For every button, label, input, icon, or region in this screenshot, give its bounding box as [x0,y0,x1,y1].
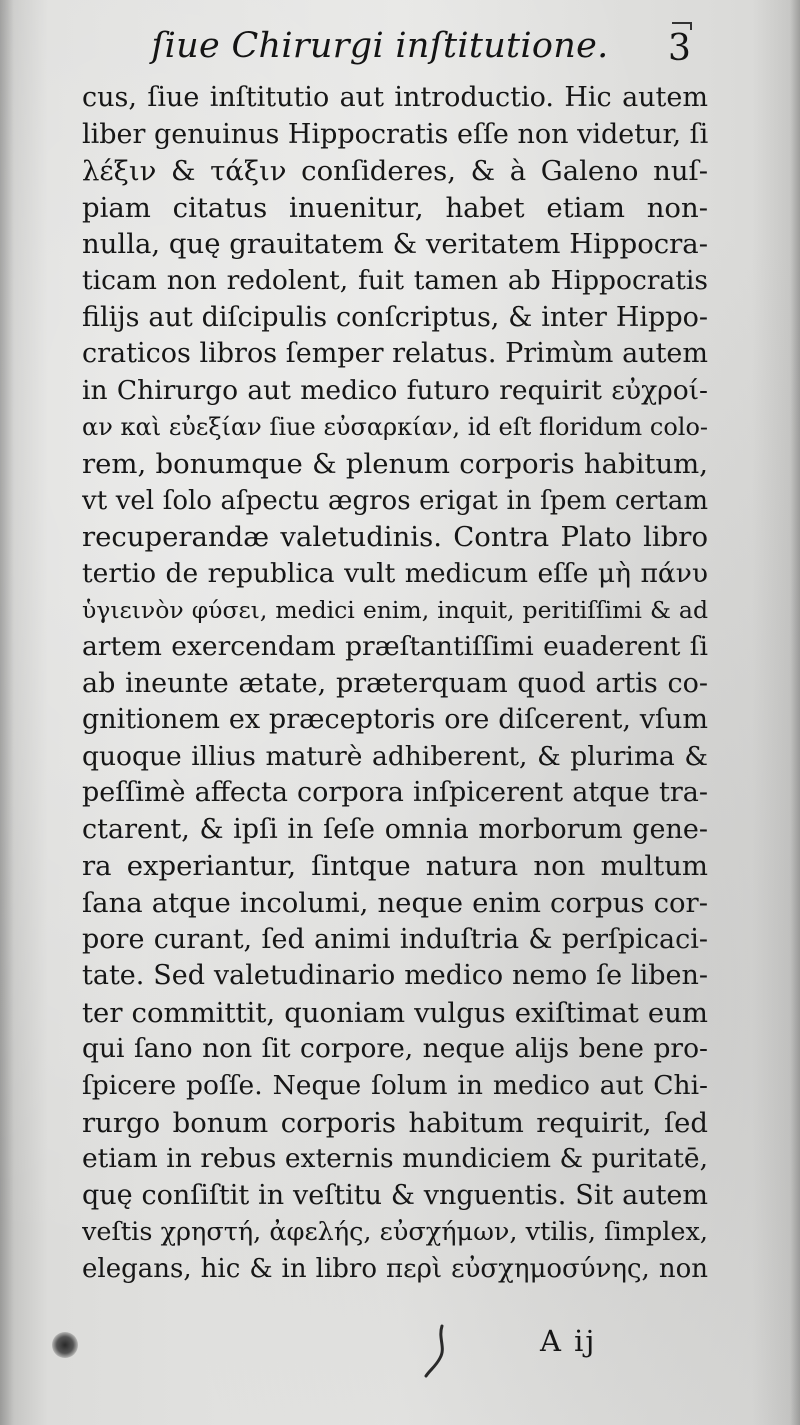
text-line: quoque illius maturè adhiberent, & plurima & [82,740,708,772]
text-line: gnitionem ex præceptoris ore diſcerent, vſum [82,704,708,736]
text-line: qui ſano non ſit corpore, neque alijs bene pro- [82,1033,708,1065]
text-line: vt vel ſolo aſpectu ægros erigat in ſpem certam [82,485,708,516]
text-line: rurgo bonum corporis habitum requirit, ſed [82,1106,708,1139]
text-line: ra experiantur, ſintque natura non multum [82,850,708,883]
text-line: ſpicere poſſe. Neque ſolum in medico aut Chi- [82,1070,708,1102]
text-line: ab ineunte ætate, præterquam quod artis co- [82,667,708,699]
text-line: liber genuinus Hippocratis eſſe non videtur, ſi [82,118,708,150]
text-line: filijs aut diſcipulis conſcriptus, & inter Hippo- [82,301,708,333]
text-line: tate. Sed valetudinario medico nemo ſe liben- [82,960,708,992]
text-line: elegans, hic & in libro περὶ εὐσχημοσύνης, non [82,1254,708,1284]
ink-stroke-mark [420,1322,460,1382]
text-line: etiam in rebus externis mundiciem & puritatē, [82,1143,708,1175]
page-edge-shadow [0,0,14,1425]
text-line: ticam non redolent, fuit tamen ab Hippocratis [82,264,708,296]
text-line: cus, ſiue inſtitutio aut introductio. Hic autem [82,82,708,113]
text-line: ſana atque incolumi, neque enim corpus cor- [82,887,708,920]
text-line: quę conſiſtit in veſtitu & vnguentis. Sit autem [82,1179,708,1211]
ink-blot [52,1332,78,1358]
page-edge-shadow [790,0,800,1425]
text-line: tertio de republica vult medicum eſſe μὴ πάνυ [82,557,708,589]
text-line: veſtis χρηστή, ἀφελής, εὐσχήμων, vtilis, ſimplex, [82,1217,708,1248]
text-line: λέξιν & τάξιν conſideres, & à Galeno nuſ- [82,155,708,188]
text-line: artem exercendam præſtantiſſimi euaderent ſi [82,630,708,662]
text-line: nulla, quę grauitatem & veritatem Hippocra- [82,228,708,261]
text-line: ὑγιεινὸν φύσει, medici enim, inquit, peritiſſimi & ad [82,596,708,625]
signature-mark: A ij [540,1324,597,1358]
text-line: ctarent, & ipſi in ſeſe omnia morborum gene- [82,813,708,845]
running-head: ſiue Chirurgi inſtitutione. [151,26,609,66]
text-line: peſſimè affecta corpora inſpicerent atque tra- [82,777,708,809]
text-line: ter committit, quoniam vulgus exiſtimat eum [82,996,708,1029]
text-line: in Chirurgo aut medico futuro requirit εὐχροί- [82,374,708,406]
text-line: pore curant, ſed animi induſtria & perſpicaci- [82,923,708,955]
page-number: 3 [668,28,691,69]
text-line: craticos libros ſemper relatus. Primùm autem [82,338,708,370]
text-line: αν καὶ εὐεξίαν ſiue εὐσαρκίαν, id eſt floridum colo- [82,413,708,442]
text-line: rem, bonumque & plenum corporis habitum, [82,447,708,480]
body-text [82,80,708,1288]
text-line: recuperandæ valetudinis. Contra Plato libro [82,521,708,554]
text-line: piam citatus inuenitur, habet etiam non- [82,191,708,224]
